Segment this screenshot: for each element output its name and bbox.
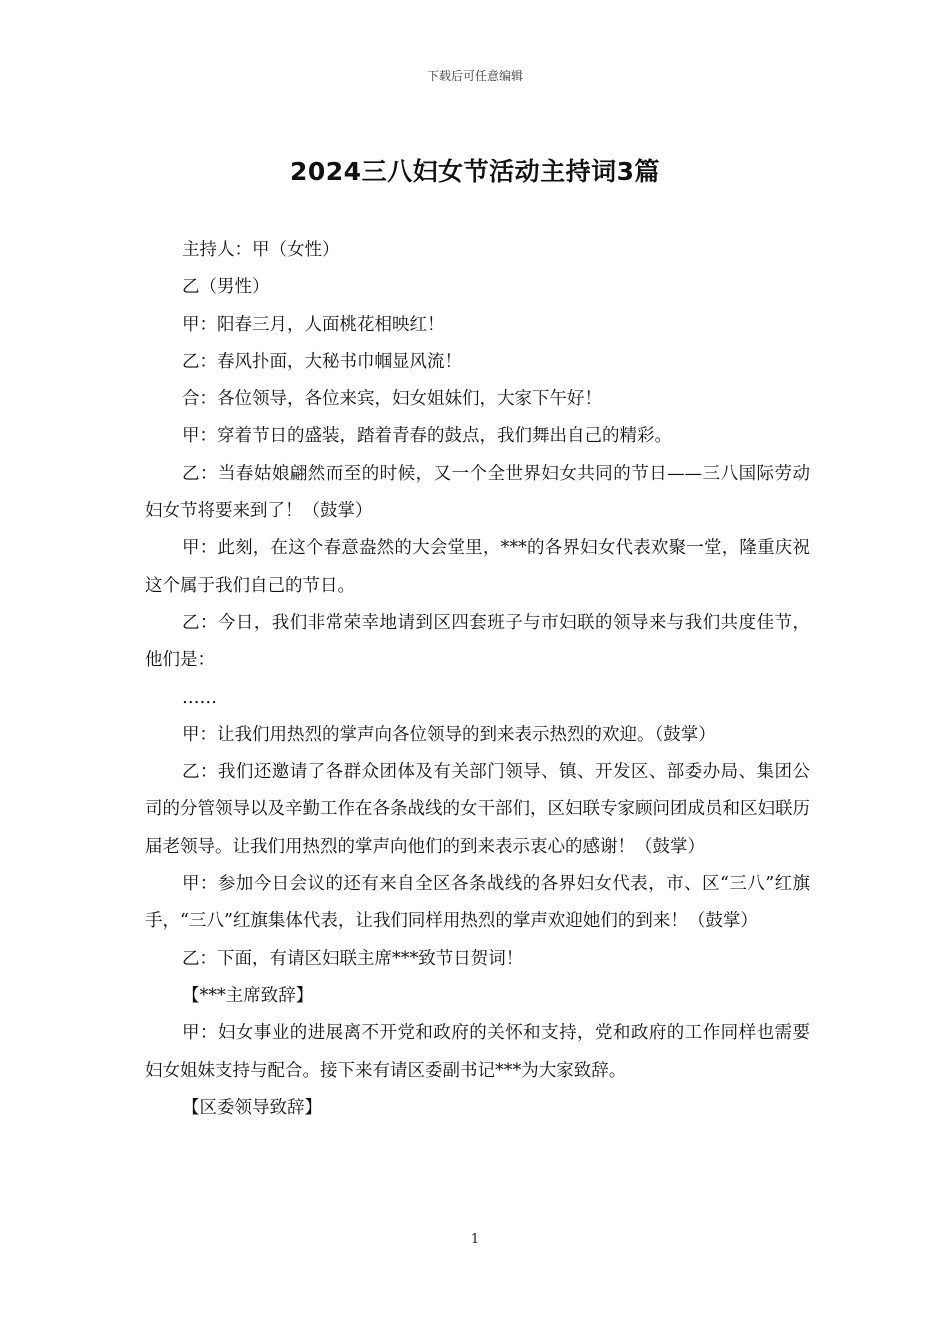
paragraph: 甲：参加今日会议的还有来自全区各条战线的各界妇女代表，市、区“三八”红旗手，“三八”红旗集体代表，让我们同样用热烈的掌声欢迎她们的到来！（鼓掌） xyxy=(145,874,810,932)
paragraph: 乙（男性） xyxy=(182,277,270,298)
paragraph: 乙：春风扑面，大秘书巾帼显风流！ xyxy=(182,351,462,372)
paragraph: 甲：此刻，在这个春意盎然的大会堂里，***的各界妇女代表欢聚一堂，隆重庆祝这个属于我们自己的节日。 xyxy=(145,538,810,596)
paragraph: …… xyxy=(182,687,217,708)
paragraph: 乙：当春姑娘翩然而至的时候，又一个全世界妇女共同的节日——三八国际劳动妇女节将要来到了！（鼓掌） xyxy=(145,463,810,522)
paragraph: 合：各位领导，各位来宾，妇女姐妹们，大家下午好！ xyxy=(182,389,602,410)
paragraph: 【***主席致辞】 xyxy=(182,985,314,1006)
document-title: 2024三八妇女节活动主持词3篇 xyxy=(290,157,660,186)
paragraph: 甲：妇女事业的进展离不开党和政府的关怀和支持，党和政府的工作同样也需要妇女姐妹支持与配合。接下来有请区委副书记***为大家致辞。 xyxy=(145,1023,810,1081)
page-number: 1 xyxy=(470,1232,480,1247)
paragraph: 乙：下面，有请区妇联主席***致节日贺词！ xyxy=(182,948,524,969)
document-body xyxy=(145,232,810,1127)
page-header: 下载后可任意编辑 xyxy=(426,69,523,83)
paragraph: 【区委领导致辞】 xyxy=(182,1097,322,1118)
paragraph: 乙：今日，我们非常荣幸地请到区四套班子与市妇联的领导来与我们共度佳节，他们是： xyxy=(145,612,810,671)
paragraph: 甲：穿着节日的盛装，踏着青春的鼓点，我们舞出自己的精彩。 xyxy=(182,426,672,447)
paragraph: 乙：我们还邀请了各群众团体及有关部门领导、镇、开发区、部委办局、集团公司的分管领导以及辛勤工作在各条战线的女干部们，区妇联专家顾问团成员和区妇联历届老领导。让我们用热烈的掌声向他们的到来表示衷心的感谢！（鼓掌） xyxy=(145,762,810,857)
paragraph: 甲：让我们用热烈的掌声向各位领导的到来表示热烈的欢迎。（鼓掌） xyxy=(182,724,716,745)
paragraph: 甲：阳春三月，人面桃花相映红！ xyxy=(182,314,445,335)
paragraph: 主持人：甲（女性） xyxy=(182,240,340,260)
